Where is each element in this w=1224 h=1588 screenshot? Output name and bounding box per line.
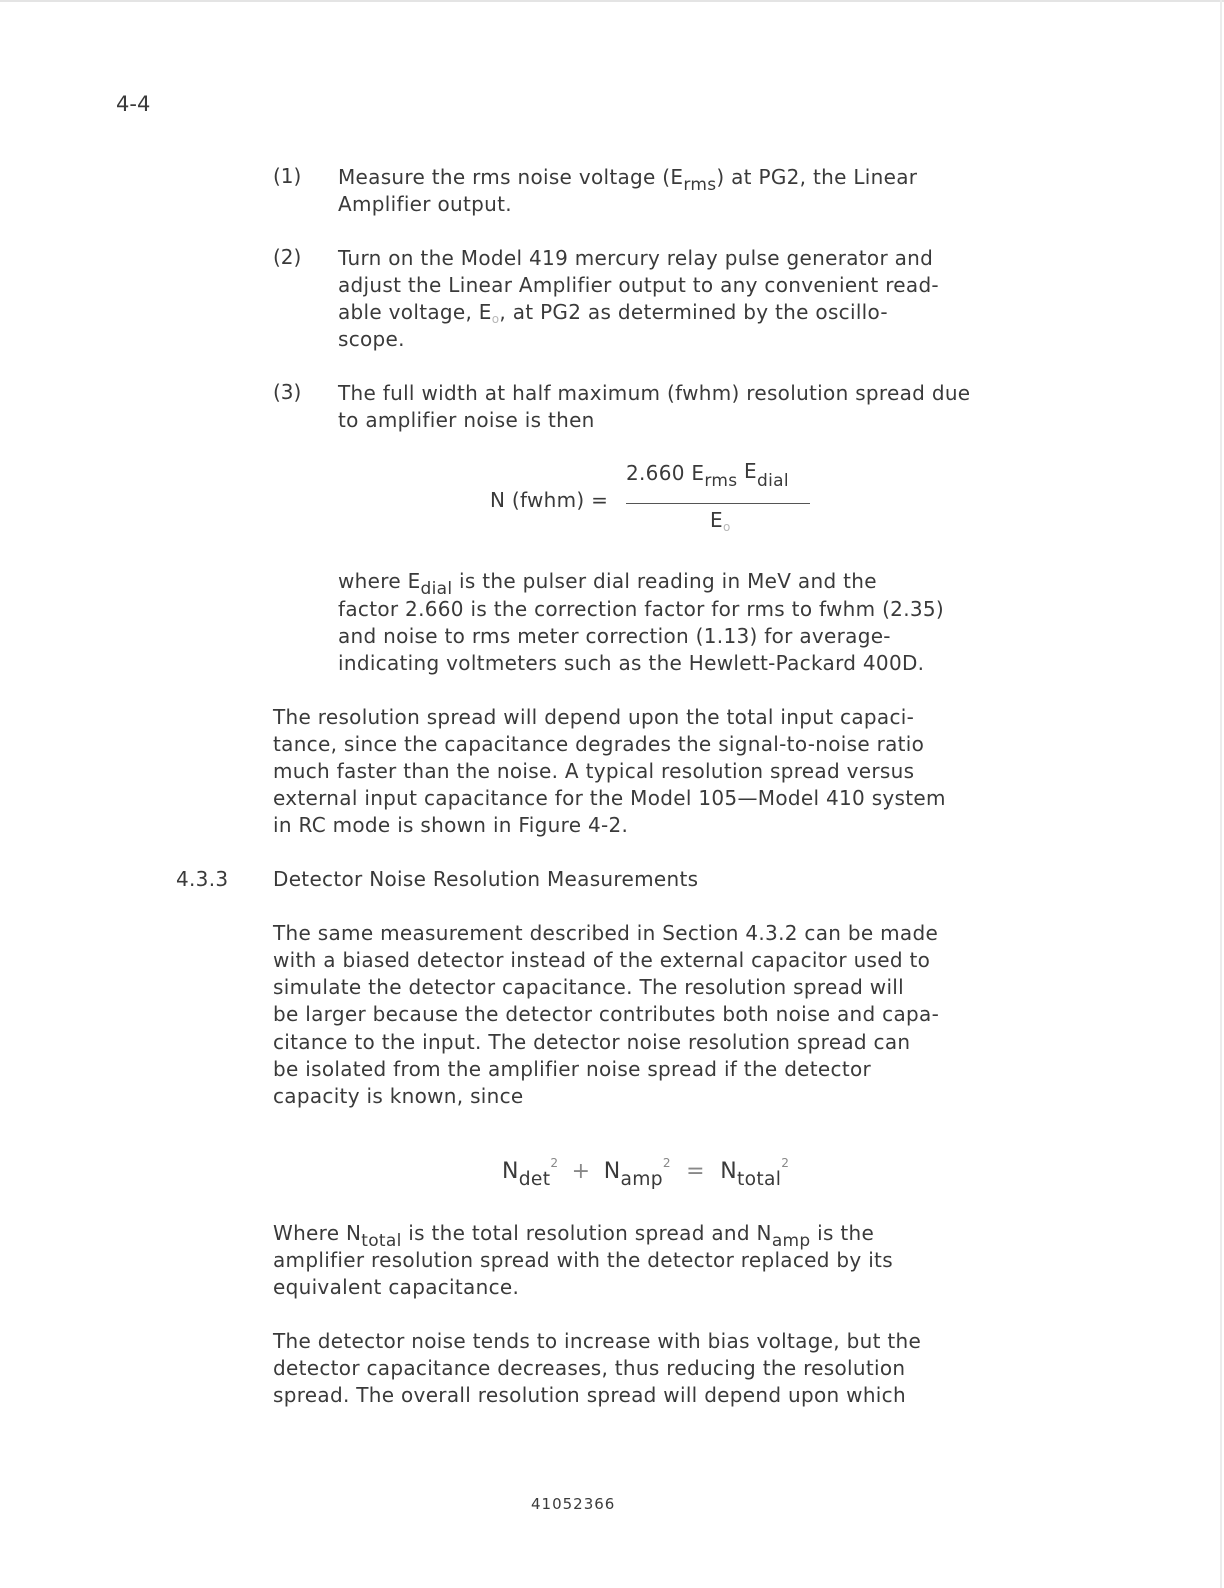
paragraph-line: much faster than the noise. A typical resolution spread versus — [273, 759, 915, 783]
paragraph-line: simulate the detector capacitance. The resolution spread will — [273, 975, 905, 999]
section-number: 4.3.3 — [176, 867, 229, 891]
section-title: Detector Noise Resolution Measurements — [273, 867, 699, 891]
paragraph-line: Where $N_{total}$ is the total resolution spread and $N_{amp}$ is the — [273, 1221, 875, 1251]
where-line: where $E_{dial}$ is the pulser dial reading in MeV and the — [338, 569, 877, 599]
right-edge — [1220, 0, 1222, 1588]
paragraph-line: external input capacitance for the Model 105—Model 410 system — [273, 786, 946, 810]
item-line: The full width at half maximum (fwhm) resolution spread due — [338, 381, 971, 405]
paragraph-line: be larger because the detector contributes both noise and capa- — [273, 1002, 940, 1026]
formula-quadrature: $N_{det}^2 + N_{amp}^2 = N_{total}^2$ — [502, 1156, 790, 1190]
item-line: Turn on the Model 419 mercury relay pulse generator and — [338, 246, 934, 270]
item-line: adjust the Linear Amplifier output to any convenient read- — [338, 273, 939, 297]
paragraph-line: spread. The overall resolution spread will depend upon which — [273, 1383, 906, 1407]
formula-denominator: $E_o$ — [710, 508, 731, 535]
item-line: Measure the rms noise voltage $(E_{rms})$ at PG2, the Linear — [338, 165, 918, 195]
page-number: 4-4 — [116, 92, 151, 116]
paragraph-line: equivalent capacitance. — [273, 1275, 520, 1299]
item-line: Amplifier output. — [338, 192, 512, 216]
item-number: (2) — [273, 245, 302, 269]
item-line: able voltage, $E_o$, at PG2 as determined by the oscillo- — [338, 300, 888, 327]
paragraph-line: The detector noise tends to increase with bias voltage, but the — [273, 1329, 922, 1353]
item-line: to amplifier noise is then — [338, 408, 595, 432]
item-line: scope. — [338, 327, 405, 351]
document-id: 41052366 — [531, 1495, 616, 1513]
top-edge — [0, 0, 1224, 2]
paragraph-line: tance, since the capacitance degrades the signal-to-noise ratio — [273, 732, 925, 756]
where-line: indicating voltmeters such as the Hewlett-Packard 400D. — [338, 651, 925, 675]
where-line: factor 2.660 is the correction factor for rms to fwhm (2.35) — [338, 597, 945, 621]
where-line: and noise to rms meter correction (1.13) for average- — [338, 624, 891, 648]
paragraph-line: detector capacitance decreases, thus reducing the resolution — [273, 1356, 906, 1380]
paragraph-line: capacity is known, since — [273, 1084, 524, 1108]
formula-numerator: 2.660 $E_{rms}$ $E_{dial}$ — [626, 459, 789, 491]
formula-lhs: N (fwhm) = — [490, 488, 609, 512]
paragraph-line: with a biased detector instead of the external capacitor used to — [273, 948, 931, 972]
fraction-bar — [626, 503, 810, 504]
paragraph-line: citance to the input. The detector noise resolution spread can — [273, 1030, 911, 1054]
paragraph-line: amplifier resolution spread with the detector replaced by its — [273, 1248, 893, 1272]
item-number: (3) — [273, 380, 302, 404]
paragraph-line: The resolution spread will depend upon the total input capaci- — [273, 705, 915, 729]
paragraph-line: in RC mode is shown in Figure 4-2. — [273, 813, 629, 837]
paragraph-line: The same measurement described in Section 4.3.2 can be made — [273, 921, 939, 945]
item-number: (1) — [273, 164, 302, 188]
paragraph-line: be isolated from the amplifier noise spread if the detector — [273, 1057, 872, 1081]
